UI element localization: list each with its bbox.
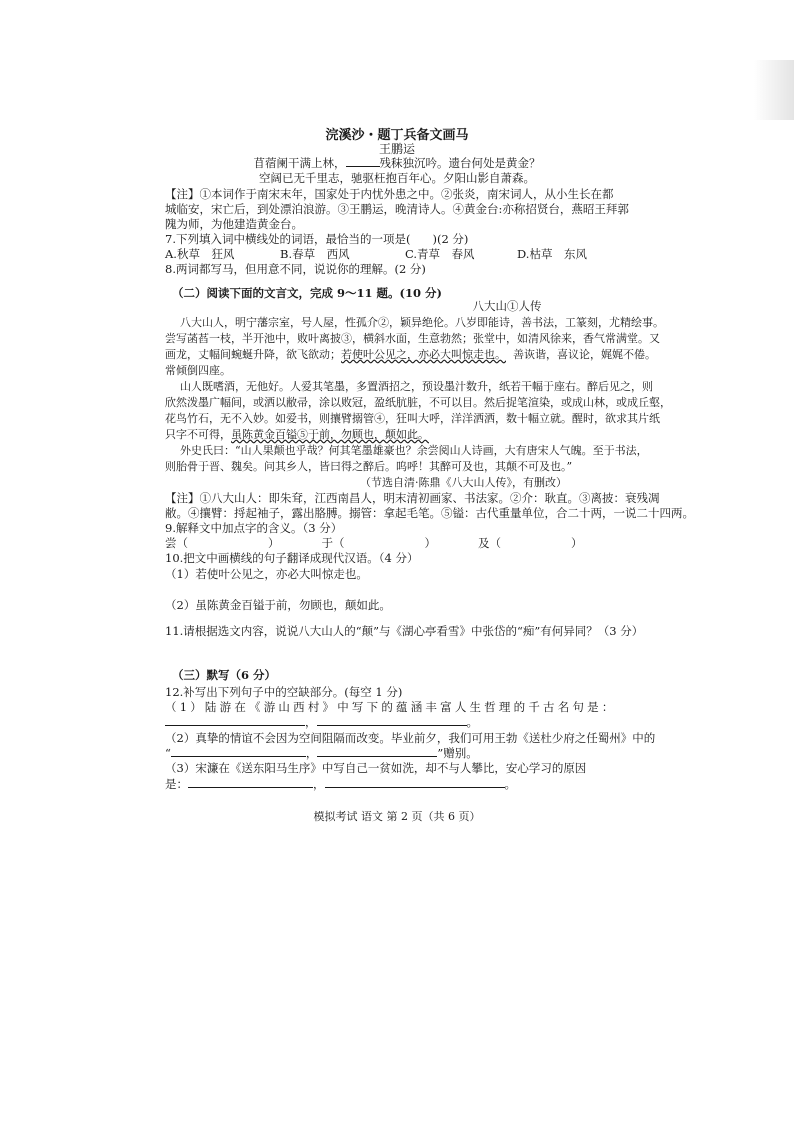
option-d[interactable]: D.枯草 东风 (517, 247, 587, 261)
passage-title: 八大山①人传 (472, 299, 542, 313)
question-12-item-3: （3）宋濂在《送东阳马生序》中写自己一贫如洗，却不与人攀比，安心学习的原因 (165, 761, 587, 775)
question-12-item-1: （1）陆游在《游山西村》中写下的蕴涵丰富人生哲理的千古名句是： (165, 700, 617, 714)
poem-line-1 (0, 155, 794, 171)
page-footer: 模拟考试 语文 第 2 页（共 6 页） (313, 810, 481, 823)
fill-blank-4[interactable] (317, 746, 437, 757)
question-12-item-2: （2）真挚的情谊不会因为空间阻隔而改变。毕业前夕，我们可用王勃《送杜少府之任蜀州》中的 (165, 731, 656, 745)
passage-p1-l2: 尝写菡萏一枝，半开池中，败叶离披③，横斜水面，生意勃然；张堂中，如清风徐来，香气常满堂。又 (165, 332, 660, 345)
question-9-items: 尝（ ） 于（ ） 及（ ） (165, 536, 583, 550)
passage-note-1: 【注】①八大山人：即朱耷，江西南昌人，明末清初画家、书法家。②介：耿直。③离披：衰残凋 (165, 491, 660, 505)
question-10-s2: （2）虽陈黄金百镒于前，勿顾也，颠如此。 (165, 598, 391, 612)
passage-p2-l1: 山人既嗜酒，无他好。人爱其笔墨，多置酒招之，预设墨汁数升，纸若干幅于座右。醉后见之，则 (180, 380, 653, 393)
fill-blank-3[interactable] (171, 746, 306, 757)
poem-line-2: 空阔已无千里志，驰驱枉抱百年心。夕阳山影自萧森。 (259, 171, 535, 185)
option-a[interactable]: A.秋草 狂风 (165, 247, 235, 261)
poem-note-2: 城临安，宋亡后，到处漂泊浪游。③王鹏运，晚清诗人。④黄金台:亦称招贤台，燕昭王拜郭 (165, 202, 629, 216)
fill-blank-5[interactable] (188, 777, 313, 788)
question-11: 11.请根据选文内容，说说八大山人的“颠”与《湖心亭看雪》中张岱的“痴”有何异同？（3 分） (165, 624, 644, 638)
question-12-item-3-blanks: 是： ， 。 (165, 777, 516, 791)
question-12-stem: 12.补写出下列句子中的空缺部分。(每空 1 分) (165, 685, 403, 699)
section-3-heading: （三）默写（6 分） (172, 668, 277, 682)
fill-blank-6[interactable] (325, 777, 505, 788)
passage-p2-l3: 花鸟竹石，无不入妙。如爱书，则攘臂搦管④，狂叫大呼，洋洋洒洒，数十幅立就。醒时，欲求其片纸 (165, 412, 660, 425)
passage-p1-l4: 常倾倒四座。 (165, 364, 231, 377)
passage-p2-l2: 欣然泼墨广幅间，或洒以敝帚，涂以败冠，盈纸肮脏，不可以目。然后捉笔渲染，或成山林，或成丘壑， (165, 396, 671, 409)
poem-author: 王鹏运 (378, 142, 415, 156)
poem-line-1b: 残秣独沉吟。遗台何处是黄金？ (379, 156, 541, 170)
passage-p1-l3: 画龙，丈幅间蜿蜒升降，欲飞欲动；若使叶公见之，亦必大叫惊走也。 善诙谐，喜议论，娓娓不倦。 (165, 348, 656, 361)
question-12-item-2-blanks: “ ， ”赠别。 (165, 746, 478, 760)
fill-blank-1[interactable] (165, 715, 305, 726)
poem-title: 浣溪沙・题丁兵备文画马 (325, 128, 469, 143)
question-12-item-1-blanks: ， 。 (165, 714, 478, 730)
question-7-options (165, 246, 587, 262)
section-2-heading: （二）阅读下面的文言文，完成 9～11 题。(10 分) (172, 286, 442, 300)
passage-source: （节选自清·陈鼎《八大山人传》，有删改） (360, 476, 567, 489)
passage-p2-l4: 只字不可得，虽陈黄金百镒⑤于前，勿顾也，颠如此。 (165, 428, 429, 441)
poem-line-1a: 苜蓿阑干满上林， (253, 156, 346, 170)
question-9-stem: 9.解释文中加点字的含义。（3 分） (165, 521, 343, 535)
poem-note-1: 【注】①本词作于南宋末年，国家处于内忧外患之中。②张炎，南宋词人，从小生长在都 (165, 187, 614, 201)
passage-note-2: 敝。④攘臂：捋起袖子，露出胳膊。搦管：拿起毛笔。⑤镒：古代重量单位，合二十两，一说二十四两。 (165, 506, 694, 520)
question-10-stem: 10.把文中画横线的句子翻译成现代汉语。（4 分） (165, 551, 419, 565)
option-c[interactable]: C.青草 春风 (405, 247, 475, 261)
question-7-stem: 7.下列填入词中横线处的词语，最恰当的一项是( )(2 分) (165, 232, 469, 246)
underlined-sentence-2: 虽陈黄金百镒⑤于前，勿顾也，颠如此。 (231, 428, 429, 441)
poem-blank[interactable] (346, 156, 380, 167)
question-8: 8.两词都写马，但用意不同，说说你的理解。(2 分) (165, 262, 426, 276)
underlined-sentence-1: 若使叶公见之，亦必大叫惊走也。 (341, 348, 506, 361)
option-b[interactable]: B.春草 西风 (280, 247, 350, 261)
fill-blank-2[interactable] (317, 715, 467, 726)
passage-p3-l2: 则胎骨于晋、魏矣。问其乡人，皆曰得之醉后。呜呼！其醉可及也，其颠不可及也。” (165, 460, 573, 473)
poem-note-3: 隗为师，为他建造黄金台。 (165, 217, 303, 231)
passage-p3-l1: 外史氏曰：“山人果颠也乎哉？何其笔墨雄豪也？余尝阅山人诗画，大有唐宋人气魄。至于书法， (180, 444, 648, 457)
question-10-s1: （1）若使叶公见之，亦必大叫惊走也。 (165, 567, 368, 581)
passage-p1-l1: 八大山人，明宁藩宗室，号人屋，性孤介②，颖异绝伦。八岁即能诗，善书法，工篆刻，尤精绘事。 (180, 316, 664, 329)
scan-edge-shadow (754, 60, 794, 120)
